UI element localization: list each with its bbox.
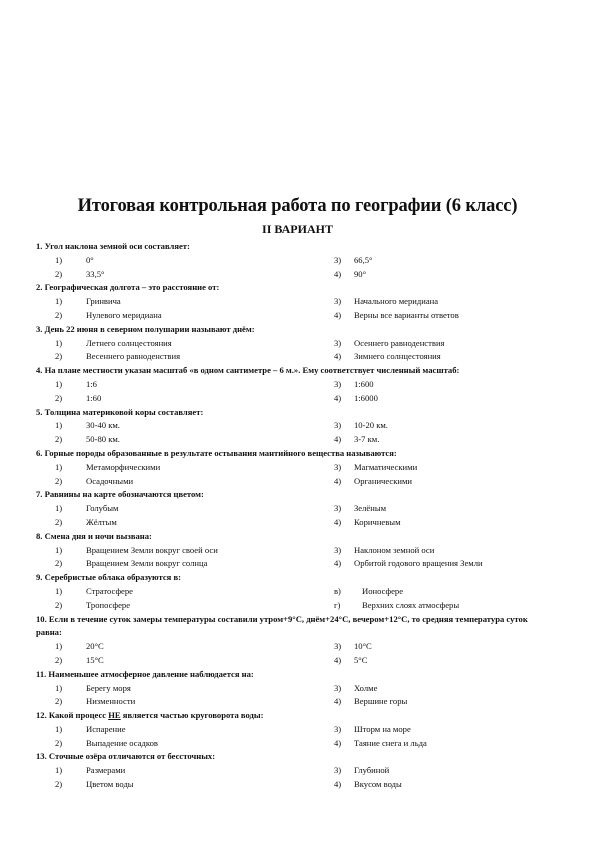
option-marker: 4)	[334, 475, 342, 486]
option-row	[36, 723, 560, 737]
option-row	[36, 599, 560, 613]
option-text: Орбитой годового вращения Земли	[354, 558, 483, 569]
option-marker: 1)	[55, 765, 63, 776]
option-marker: 2)	[55, 434, 63, 445]
answer-option	[334, 654, 367, 668]
option-marker: 3)	[334, 296, 342, 307]
option-row	[36, 695, 560, 709]
option-text: 20°С	[86, 641, 104, 652]
option-text: Размерами	[86, 765, 126, 776]
option-marker: 3)	[334, 765, 342, 776]
answer-option	[52, 461, 160, 475]
option-text: Верны все варианты ответов	[354, 309, 459, 320]
question-text: 5. Толщина материковой коры составляет:	[36, 406, 204, 417]
option-row	[36, 778, 560, 792]
option-row	[36, 585, 560, 599]
answer-option	[52, 723, 126, 737]
answer-option	[52, 392, 101, 406]
answer-option	[52, 419, 120, 433]
option-text: Вкусом воды	[354, 779, 402, 790]
option-text: Органическими	[354, 475, 413, 486]
option-text: 0°	[86, 254, 94, 265]
option-text: 10-20 км.	[354, 420, 388, 431]
option-text: Холме	[354, 682, 378, 693]
option-text: 10°С	[354, 641, 372, 652]
option-marker: 3)	[334, 641, 342, 652]
option-text: Глубиной	[354, 765, 390, 776]
option-marker: 2)	[55, 351, 63, 362]
option-marker: 4)	[334, 351, 342, 362]
option-text: Низменности	[86, 696, 136, 707]
question-2	[36, 281, 560, 322]
option-row	[36, 350, 560, 364]
option-marker: 4)	[334, 558, 342, 569]
option-marker: 1)	[55, 254, 63, 265]
option-marker: 1)	[55, 544, 63, 555]
answer-option	[52, 585, 133, 599]
option-text: Ионосфере	[362, 585, 404, 596]
option-text: 15°С	[86, 654, 104, 665]
option-marker: 1)	[55, 378, 63, 389]
option-row	[36, 392, 560, 406]
answer-option	[52, 764, 125, 778]
option-marker: 1)	[55, 296, 63, 307]
option-marker: 1)	[55, 641, 63, 652]
option-text: 3-7 км.	[354, 434, 380, 445]
option-marker: 3)	[334, 544, 342, 555]
option-marker: 4)	[334, 654, 342, 665]
option-marker: в)	[334, 585, 341, 596]
option-marker: 4)	[334, 392, 342, 403]
question-list	[36, 240, 560, 792]
answer-option	[52, 295, 121, 309]
option-row	[36, 378, 560, 392]
question-10	[36, 613, 560, 668]
option-marker: г)	[334, 599, 341, 610]
answer-option	[334, 419, 388, 433]
option-text: 1:6	[86, 378, 97, 389]
option-text: Жёлтым	[86, 516, 117, 527]
option-marker: 2)	[55, 475, 63, 486]
option-marker: 1)	[55, 503, 63, 514]
answer-option	[52, 378, 97, 392]
answer-option	[334, 778, 402, 792]
question-text: 1. Угол наклона земной оси составляет:	[36, 241, 190, 251]
answer-option	[334, 682, 377, 696]
option-text: Зимнего солнцестояния	[354, 351, 441, 362]
option-marker: 4)	[334, 268, 342, 279]
option-text: 1:600	[354, 378, 374, 389]
answer-option	[334, 392, 378, 406]
option-row	[36, 254, 560, 268]
option-marker: 3)	[334, 337, 342, 348]
option-text: Наклоном земной оси	[354, 544, 435, 555]
option-text: 5°С	[354, 654, 368, 665]
answer-option	[52, 337, 172, 351]
question-6	[36, 447, 560, 488]
question-3	[36, 323, 560, 364]
option-text: Берегу моря	[86, 682, 131, 693]
answer-option	[52, 695, 135, 709]
answer-option	[334, 516, 401, 530]
question-11	[36, 668, 560, 709]
option-marker: 4)	[334, 516, 342, 527]
answer-option	[334, 557, 483, 571]
question-text-part: является частью круговорота воды:	[120, 710, 264, 721]
answer-option	[52, 778, 134, 792]
option-marker: 1)	[55, 420, 63, 431]
question-9	[36, 571, 560, 612]
option-text: Голубым	[86, 503, 119, 514]
question-text: 13. Сточные озёра отличаются от бессточных:	[36, 751, 216, 762]
page-title: Итоговая контрольная работа по географии (6 класс)	[77, 196, 518, 216]
question-5	[36, 406, 560, 447]
option-row	[36, 309, 560, 323]
question-text: 2. Географическая долгота – это расстояние от:	[36, 282, 220, 293]
option-row	[36, 654, 560, 668]
answer-option	[52, 433, 120, 447]
option-marker: 2)	[55, 516, 63, 527]
option-text: Метаморфическими	[86, 461, 161, 472]
option-text: Начального меридиана	[354, 296, 439, 307]
answer-option	[52, 502, 118, 516]
question-text: 11. Наименьшее атмосферное давление наблюдается на:	[36, 668, 254, 679]
question-text: 10. Если в течение суток замеры температуры составили утром+9°С, днём+24°С, вечером+12°С, то средняя температура суток равна:	[36, 613, 528, 638]
underlined-word: НЕ	[108, 710, 121, 721]
answer-option	[334, 695, 407, 709]
answer-option	[52, 309, 162, 323]
option-marker: 3)	[334, 723, 342, 734]
option-row	[36, 544, 560, 558]
option-text: Тропосфере	[86, 599, 131, 610]
option-row	[36, 461, 560, 475]
option-marker: 2)	[55, 779, 63, 790]
question-1	[36, 240, 560, 281]
question-7	[36, 488, 560, 529]
option-marker: 4)	[334, 696, 342, 707]
option-text: Выпадение осадков	[86, 737, 158, 748]
option-row	[36, 475, 560, 489]
option-marker: 1)	[55, 585, 63, 596]
option-row	[36, 557, 560, 571]
option-marker: 2)	[55, 737, 63, 748]
option-text: 33,5°	[86, 268, 105, 279]
answer-option	[52, 268, 104, 282]
option-row	[36, 737, 560, 751]
question-text: 7. Равнины на карте обозначаются цветом:	[36, 489, 204, 500]
option-marker: 3)	[334, 254, 342, 265]
question-text: 6. Горные породы образованные в результате остывания мантийного вещества называются:	[36, 447, 397, 458]
option-row	[36, 268, 560, 282]
answer-option	[52, 544, 218, 558]
question-text: 8. Смена дня и ночи вызвана:	[36, 530, 152, 541]
option-marker: 1)	[55, 682, 63, 693]
question-13	[36, 750, 560, 791]
question-text: 4. На плане местности указан масштаб «в одном сантиметре – 6 м.». Ему соответствует численный масштаб:	[36, 365, 460, 376]
answer-option	[334, 268, 366, 282]
answer-option	[52, 599, 130, 613]
option-text: Цветом воды	[86, 779, 134, 790]
option-text: 1:6000	[354, 392, 378, 403]
option-row	[36, 295, 560, 309]
answer-option	[52, 640, 104, 654]
option-marker: 4)	[334, 309, 342, 320]
option-text: Весеннего равноденствия	[86, 351, 181, 362]
question-8	[36, 530, 560, 571]
option-text: 66,5°	[354, 254, 373, 265]
answer-option	[52, 516, 117, 530]
variant-heading: II ВАРИАНТ	[262, 222, 333, 236]
option-text: Вращением Земли вокруг солнца	[86, 558, 208, 569]
option-text: 1:60	[86, 392, 102, 403]
answer-option	[52, 254, 94, 268]
option-text: Шторм на море	[354, 723, 411, 734]
answer-option	[52, 682, 131, 696]
answer-option	[334, 309, 459, 323]
option-marker: 1)	[55, 461, 63, 472]
question-12	[36, 709, 560, 750]
option-marker: 2)	[55, 696, 63, 707]
option-marker: 2)	[55, 268, 63, 279]
answer-option	[334, 254, 372, 268]
question-text	[36, 709, 560, 723]
option-marker: 3)	[334, 420, 342, 431]
option-marker: 4)	[334, 434, 342, 445]
option-marker: 2)	[55, 309, 63, 320]
option-marker: 4)	[334, 737, 342, 748]
option-text: Стратосфере	[86, 585, 133, 596]
answer-option	[52, 557, 207, 571]
option-text: 90°	[354, 268, 367, 279]
question-4	[36, 364, 560, 405]
option-marker: 1)	[55, 723, 63, 734]
answer-option	[334, 764, 389, 778]
option-row	[36, 502, 560, 516]
option-row	[36, 337, 560, 351]
option-marker: 1)	[55, 337, 63, 348]
answer-option	[334, 337, 445, 351]
answer-option	[334, 585, 403, 599]
answer-option	[334, 723, 411, 737]
option-text: Магматическими	[354, 461, 418, 472]
answer-option	[334, 461, 417, 475]
option-text: 50-80 км.	[86, 434, 120, 445]
question-text-part: 12. Какой процесс	[36, 710, 109, 721]
option-marker: 2)	[55, 654, 63, 665]
option-marker: 2)	[55, 558, 63, 569]
option-marker: 3)	[334, 378, 342, 389]
answer-option	[52, 350, 180, 364]
option-row	[36, 516, 560, 530]
option-text: Таяние снега и льда	[354, 737, 427, 748]
answer-option	[334, 640, 372, 654]
option-text: Осадочными	[86, 475, 134, 486]
option-row	[36, 764, 560, 778]
option-text: Верхних слоях атмосферы	[362, 599, 460, 610]
option-row	[36, 419, 560, 433]
answer-option	[334, 378, 374, 392]
question-text: 9. Серебристые облака образуются в:	[36, 572, 181, 583]
answer-option	[334, 295, 438, 309]
answer-option	[334, 599, 459, 613]
answer-option	[52, 475, 133, 489]
option-text: Коричневым	[354, 516, 401, 527]
option-text: Летнего солнцестояния	[86, 337, 172, 348]
option-text: Испарение	[86, 723, 126, 734]
option-marker: 3)	[334, 461, 342, 472]
option-row	[36, 640, 560, 654]
option-marker: 3)	[334, 682, 342, 693]
option-text: Гринвича	[86, 296, 121, 307]
option-marker: 4)	[334, 779, 342, 790]
answer-option	[52, 737, 158, 751]
option-text: Зелёным	[354, 503, 387, 514]
option-text: Осеннего равноденствия	[354, 337, 445, 348]
question-text: 3. День 22 июня в северном полушарии называют днём:	[36, 323, 255, 334]
option-row	[36, 433, 560, 447]
answer-option	[334, 433, 379, 447]
answer-option	[334, 475, 412, 489]
option-text: Вращением Земли вокруг своей оси	[86, 544, 218, 555]
answer-option	[334, 737, 427, 751]
answer-option	[334, 502, 386, 516]
option-text: Вершине горы	[354, 696, 408, 707]
option-text: 30-40 км.	[86, 420, 120, 431]
option-row	[36, 682, 560, 696]
option-text: Нулевого меридиана	[86, 309, 162, 320]
option-marker: 3)	[334, 503, 342, 514]
answer-option	[334, 350, 441, 364]
answer-option	[334, 544, 434, 558]
option-marker: 2)	[55, 392, 63, 403]
answer-option	[52, 654, 104, 668]
option-marker: 2)	[55, 599, 63, 610]
